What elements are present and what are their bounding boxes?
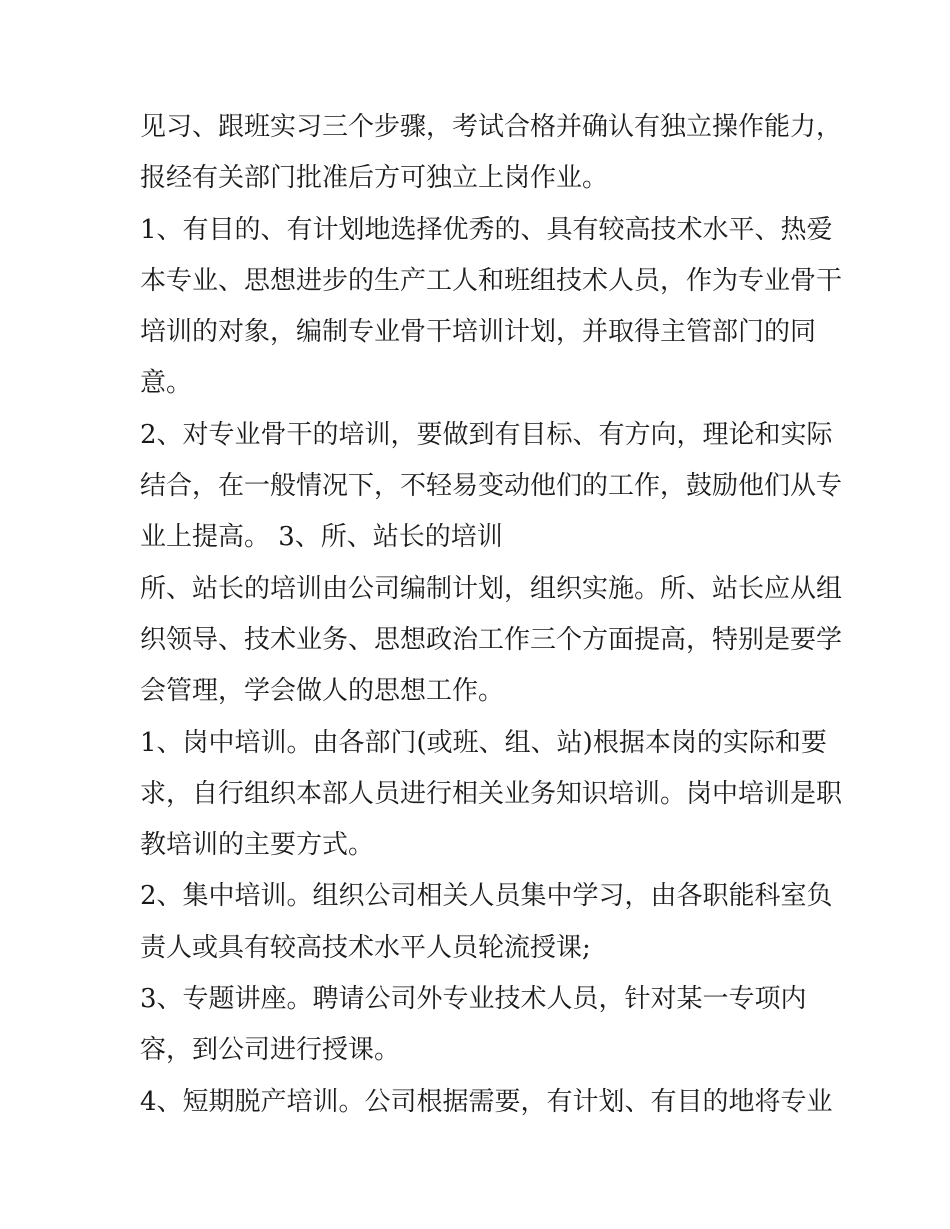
text-line: 3、专题讲座。聘请公司外专业技术人员，针对某一专项内 (140, 984, 807, 1015)
text-line: 见习、跟班实习三个步骤，考试合格并确认有独立操作能力， (140, 112, 843, 142)
text-line: 2、对专业骨干的培训，要做到有目标、有方向，理论和实际 (140, 419, 833, 450)
document-body (140, 102, 843, 1128)
text-line: 1、岗中培训。由各部门(或班、组、站)根据本岗的实际和要 (140, 727, 827, 758)
text-line: 容，到公司进行授课。 (140, 1035, 401, 1066)
text-line: 4、短期脱产培训。公司根据需要，有计划、有目的地将专业 (140, 1086, 833, 1117)
text-line: 意。 (140, 368, 193, 399)
text-line: 教培训的主要方式。 (140, 830, 375, 861)
text-line: 业上提高。 3、所、站长的培训 (140, 522, 503, 553)
text-line: 培训的对象，编制专业骨干培训计划，并取得主管部门的同 (140, 317, 817, 348)
text-line: 1、有目的、有计划地选择优秀的、具有较高技术水平、热爱 (140, 214, 833, 245)
text-line: 所、站长的培训由公司编制计划，组织实施。所、站长应从组 (140, 573, 843, 604)
text-line: 织领导、技术业务、思想政治工作三个方面提高，特别是要学 (140, 624, 843, 655)
text-line: 本专业、思想进步的生产工人和班组技术人员，作为专业骨干 (140, 265, 843, 296)
text-line: 报经有关部门批准后方可独立上岗作业。 (140, 163, 609, 194)
text-line: 结合，在一般情况下，不轻易变动他们的工作，鼓励他们从专 (140, 471, 843, 502)
text-line: 责人或具有较高技术水平人员轮流授课; (140, 932, 591, 963)
text-line: 会管理，学会做人的思想工作。 (140, 676, 505, 707)
text-line: 求，自行组织本部人员进行相关业务知识培训。岗中培训是职 (140, 778, 843, 809)
text-line: 2、集中培训。组织公司相关人员集中学习，由各职能科室负 (140, 881, 833, 912)
